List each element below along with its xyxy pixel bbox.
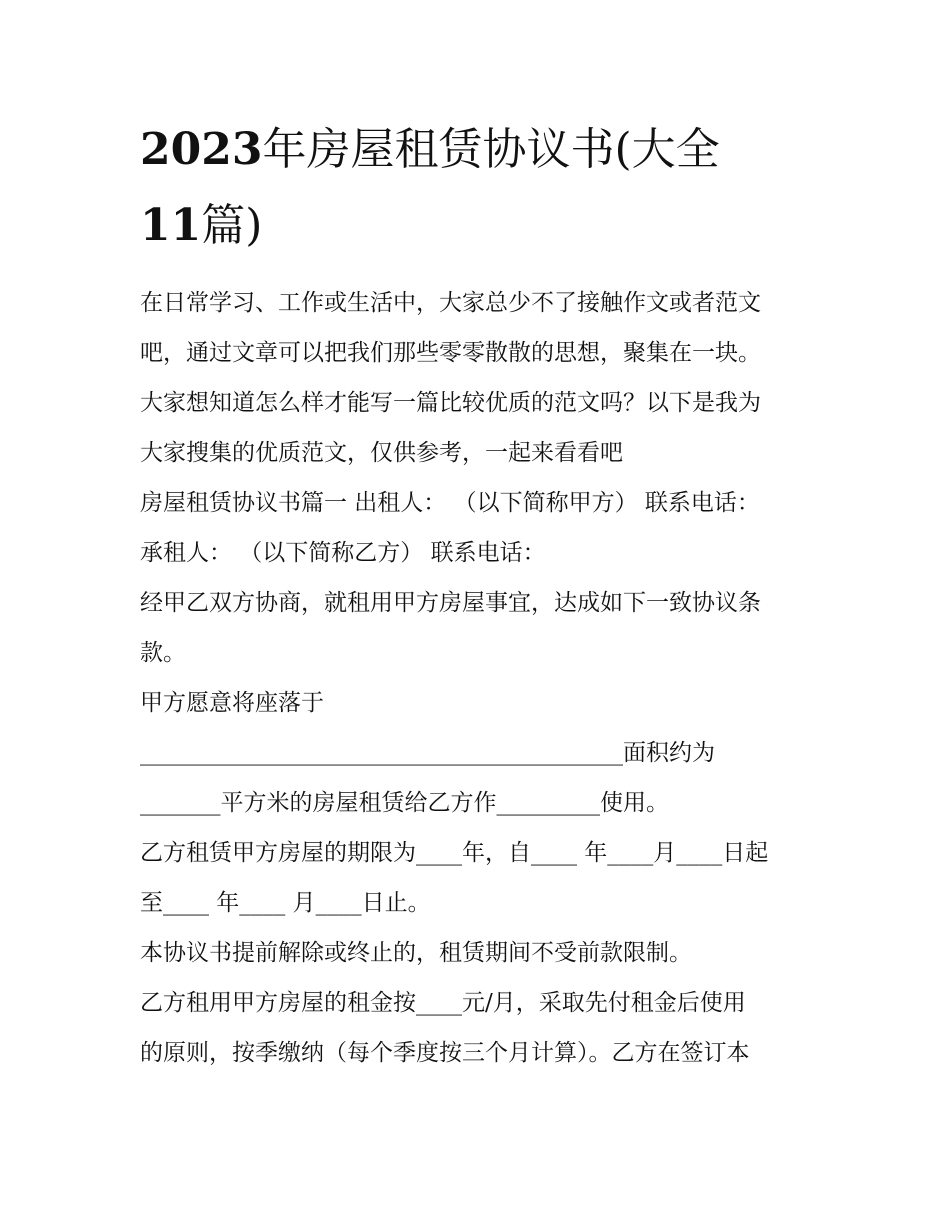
text-line: 的原则，按季缴纳（每个季度按三个月计算）。乙方在签订本 [140, 1040, 750, 1066]
document-title [140, 112, 820, 264]
text-line: 吧，通过文章可以把我们那些零零散散的思想，聚集在一块。 [140, 340, 761, 366]
title-text-1: 年房屋租赁协议书(大全 [262, 124, 720, 175]
text-line: 至____ 年____ 月____日止。 [140, 890, 431, 916]
document-body [140, 112, 820, 1078]
text-line: 大家搜集的优质范文，仅供参考，一起来看看吧 [140, 440, 623, 466]
text-line: 乙方租赁甲方房屋的期限为____年，自____ 年____月____日起 [140, 840, 769, 866]
title-text-2: 篇) [201, 200, 263, 251]
title-count: 11 [140, 200, 202, 251]
text-line: _______平方米的房屋租赁给乙方作_________使用。 [140, 790, 669, 816]
text-line: 大家想知道怎么样才能写一篇比较优质的范文吗？以下是我为 [140, 390, 761, 416]
text-line: 本协议书提前解除或终止的，租赁期间不受前款限制。 [140, 940, 692, 966]
text-line: 房屋租赁协议书篇一 出租人： （以下简称甲方） 联系电话： [140, 490, 760, 516]
text-line: 甲方愿意将座落于 [140, 690, 324, 716]
text-line: 乙方租用甲方房屋的租金按____元/月，采取先付租金后使用 [140, 990, 746, 1016]
text-line: __________________________________________面积约为 [140, 740, 715, 766]
title-year: 2023 [140, 124, 263, 175]
text-line: 经甲乙双方协商，就租用甲方房屋事宜，达成如下一致协议条 [140, 590, 761, 616]
text-line: 款。 [140, 640, 186, 666]
title-line-2 [140, 188, 820, 264]
text-line: 承租人： （以下简称乙方） 联系电话： [140, 540, 546, 566]
body-text [140, 278, 820, 1078]
title-line-1 [140, 112, 820, 188]
text-line: 在日常学习、工作或生活中，大家总少不了接触作文或者范文 [140, 290, 761, 316]
